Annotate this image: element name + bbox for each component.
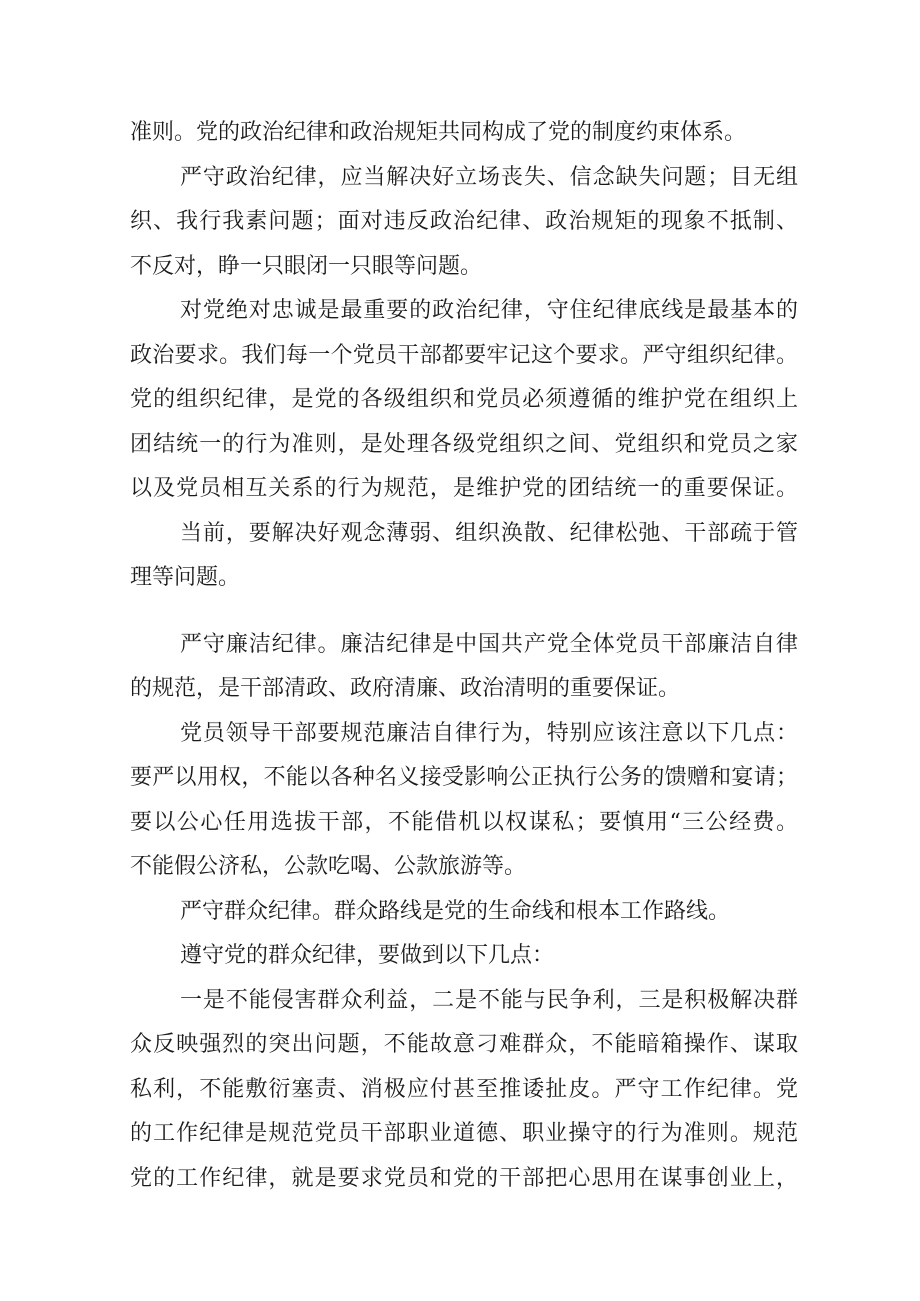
text-line: 的工作纪律是规范党员干部职业道德、职业操守的行为准则。规范 — [130, 1121, 798, 1146]
text-line: 私利，不能敷衍塞责、消极应付甚至推诿扯皮。严守工作纪律。党 — [130, 1076, 798, 1102]
text-line: 要严以用权，不能以各种名义接受影响公正执行公务的馈赠和宴请； — [130, 765, 798, 790]
text-line: 严守群众纪律。群众路线是党的生命线和根本工作路线。 — [180, 898, 731, 924]
text-line: 党的组织纪律，是党的各级组织和党员必须遵循的维护党在组织上 — [130, 387, 798, 412]
text-line: 众反映强烈的突出问题，不能故意刁难群众，不能暗箱操作、谋取 — [130, 1032, 798, 1057]
text-line: 不反对，睁一只眼闭一只眼等问题。 — [130, 253, 483, 279]
text-line: 以及党员相互关系的行为规范，是维护党的团结统一的重要保证。 — [130, 476, 798, 501]
text-line: 要以公心任用选拔干部，不能借机以权谋私；要慎用“三公经费。 — [130, 809, 798, 835]
document-body — [130, 111, 798, 1201]
text-line: 理等问题。 — [130, 565, 241, 590]
text-line: 织、我行我素问题；面对违反政治纪律、政治规矩的现象不抵制、 — [130, 209, 798, 234]
text-line: 对党绝对忠诚是最重要的政治纪律，守住纪律底线是最基本的 — [180, 298, 798, 323]
text-line: 严守政治纪律，应当解决好立场丧失、信念缺失问题；目无组 — [180, 164, 798, 190]
text-line: 遵守党的群众纪律，要做到以下几点： — [180, 943, 555, 968]
text-line: 政治要求。我们每一个党员干部都要牢记这个要求。严守组织纪律。 — [130, 342, 798, 368]
text-line: 不能假公济私，公款吃喝、公款旅游等。 — [130, 854, 527, 879]
text-line: 当前，要解决好观念薄弱、组织涣散、纪律松弛、干部疏于管 — [180, 520, 798, 546]
paragraph-gap — [130, 601, 798, 623]
text-line: 严守廉洁纪律。廉洁纪律是中国共产党全体党员干部廉洁自律 — [180, 631, 798, 657]
text-line: 一是不能侵害群众利益，二是不能与民争利，三是积极解决群 — [180, 987, 798, 1013]
text-line: 党的工作纪律，就是要求党员和党的干部把心思用在谋事创业上， — [130, 1165, 798, 1191]
text-line: 党员领导干部要规范廉洁自律行为，特别应该注意以下几点： — [180, 720, 798, 746]
text-line: 准则。党的政治纪律和政治规矩共同构成了党的制度约束体系。 — [130, 120, 747, 145]
text-line: 团结统一的行为准则，是处理各级党组织之间、党组织和党员之家 — [130, 431, 798, 457]
text-line: 的规范，是干部清政、政府清廉、政治清明的重要保证。 — [130, 676, 681, 701]
